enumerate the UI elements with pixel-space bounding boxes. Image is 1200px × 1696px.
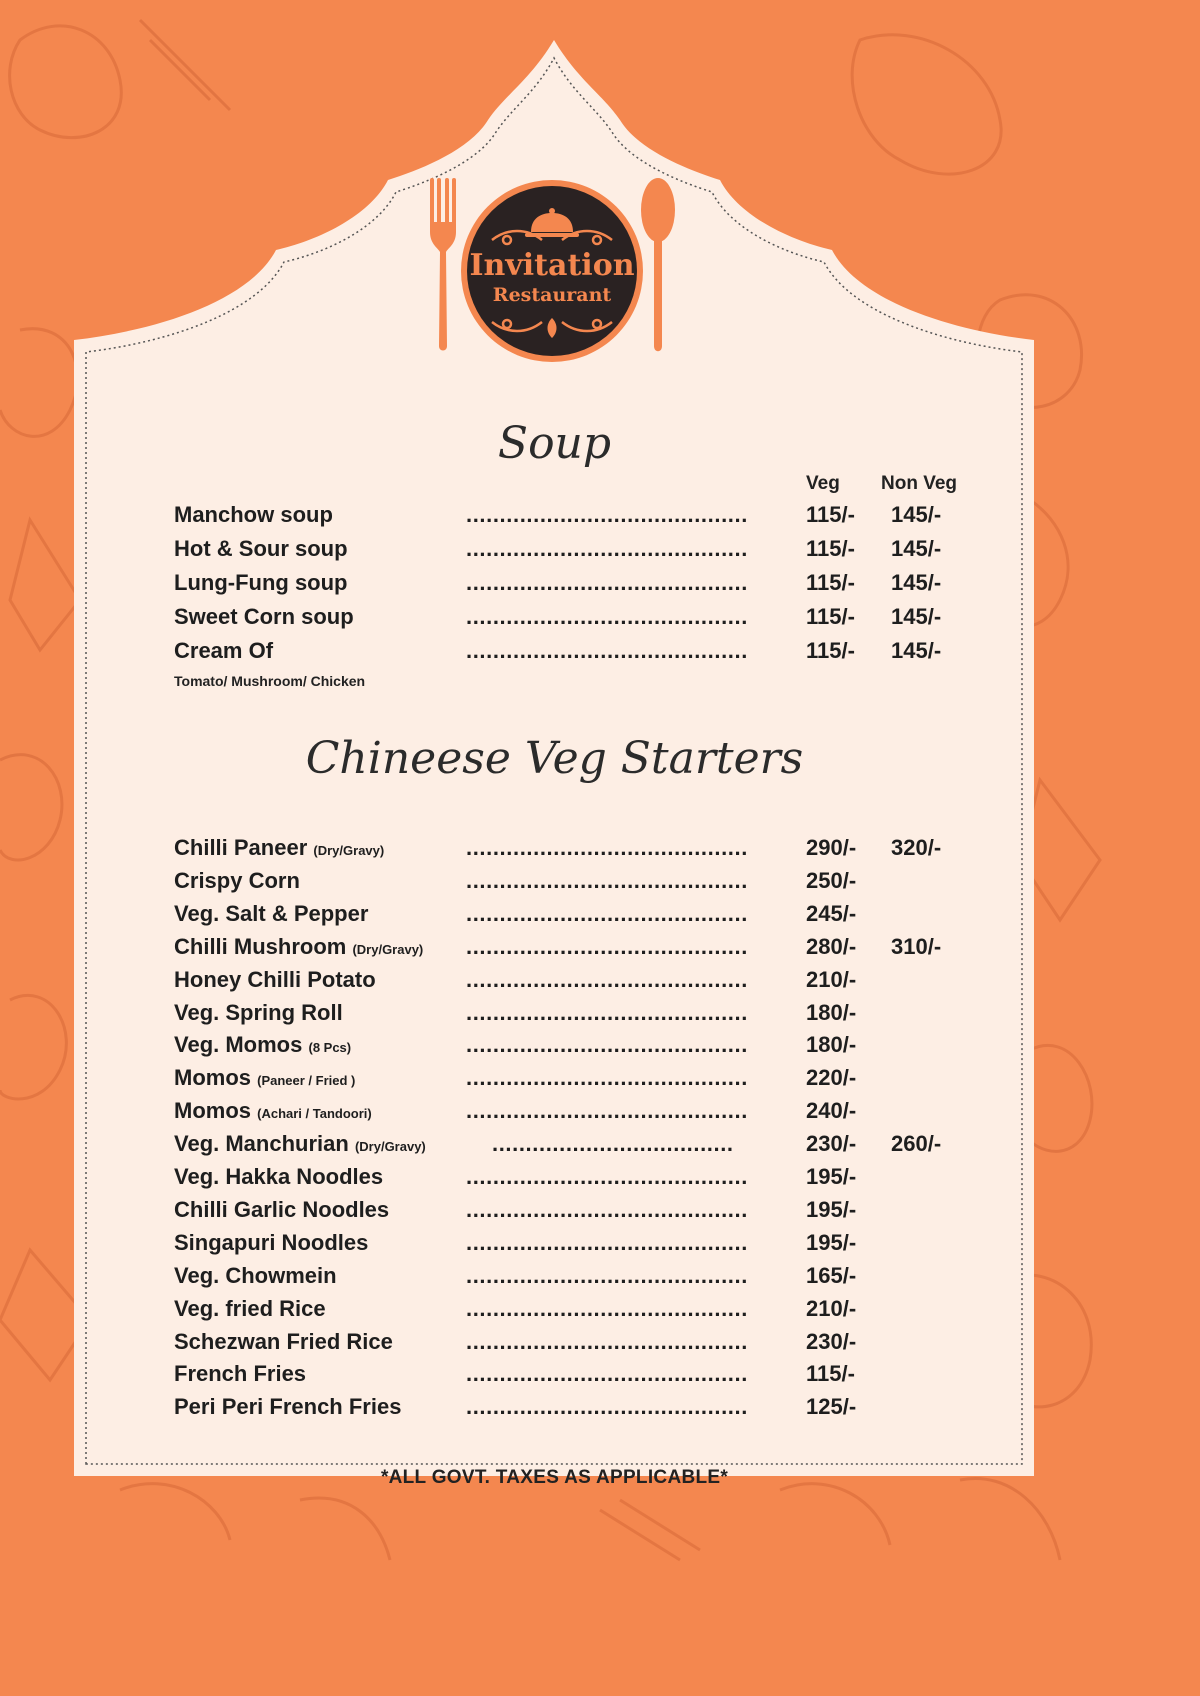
veg-price: 115/- [806, 638, 855, 663]
cream-soup-options: Tomato/ Mushroom/ Chicken [174, 673, 366, 689]
dot-leader: .......................................... [466, 570, 748, 595]
veg-price: 245/- [806, 900, 857, 926]
soup-section-title: Soup [497, 418, 612, 469]
item-name-text: Veg. Momos [174, 1032, 303, 1058]
menu-item-name [174, 502, 333, 528]
dot-leader: .......................................... [466, 999, 748, 1025]
nonveg-price: 145/- [891, 536, 942, 561]
veg-price: 195/- [806, 1164, 857, 1189]
veg-price: 115/- [806, 536, 855, 561]
dot-leader: .......................................... [466, 933, 748, 959]
item-note: (Dry/Gravy) [352, 941, 424, 957]
dot-leader: .......................................... [466, 1065, 748, 1091]
menu-item-row [174, 967, 994, 1001]
dot-leader: .......................................... [466, 1032, 748, 1058]
menu-item-name [174, 1164, 383, 1190]
item-name-text: Chilli Garlic Noodles [174, 1196, 390, 1222]
menu-item-name [174, 1394, 401, 1420]
veg-price: 195/- [806, 1229, 857, 1255]
item-name-text: Veg. fried Rice [174, 1295, 326, 1321]
menu-item-name [174, 536, 348, 562]
starters-section-title: Chineese Veg Starters [305, 733, 804, 784]
menu-item-name [174, 1032, 351, 1058]
ornament-bottom-icon [487, 314, 617, 340]
spoon-icon [640, 178, 676, 353]
dot-leader: .......................................... [466, 502, 748, 527]
menu-item-row [174, 1230, 994, 1264]
veg-price: 195/- [806, 1196, 857, 1222]
item-note: (Achari / Tandoori) [257, 1106, 372, 1122]
veg-price: 115/- [806, 570, 855, 595]
item-name-text: Chilli Paneer [174, 835, 308, 860]
menu-item-row [174, 536, 994, 570]
veg-price: 115/- [806, 1361, 855, 1387]
dot-leader: .......................................... [466, 966, 748, 992]
menu-item-row [174, 1098, 994, 1132]
veg-price: 210/- [806, 1295, 857, 1321]
veg-price: 240/- [806, 1098, 857, 1124]
menu-item-row [174, 1296, 994, 1330]
nonveg-price: 145/- [891, 604, 942, 629]
menu-item-name [174, 1296, 326, 1322]
veg-price: 165/- [806, 1262, 857, 1288]
menu-item-row [174, 1394, 994, 1428]
item-name-text: Singapuri Noodles [174, 1229, 369, 1255]
menu-item-name [174, 1000, 343, 1026]
nonveg-price: 145/- [891, 638, 942, 663]
menu-item-row [174, 570, 994, 604]
dot-leader: .......................................... [466, 835, 748, 860]
nonveg-price: 145/- [891, 502, 942, 527]
veg-column-header: Veg [806, 473, 840, 494]
item-name-text: Momos [174, 1098, 251, 1124]
menu-item-name [174, 1329, 393, 1355]
menu-item-row [174, 502, 994, 536]
item-name-text: Veg. Salt & Pepper [174, 900, 369, 926]
item-note: (8 Pcs) [308, 1040, 352, 1056]
menu-item-row [174, 934, 994, 968]
tax-footnote: *ALL GOVT. TAXES AS APPLICABLE* [380, 1467, 729, 1488]
menu-item-name [174, 901, 368, 927]
menu-item-row [174, 1131, 994, 1165]
menu-item-row [174, 1032, 994, 1066]
item-name-text: Veg. Manchurian [174, 1131, 349, 1157]
veg-price: 220/- [806, 1065, 857, 1091]
dot-leader: .......................................... [466, 900, 748, 926]
dot-leader: .......................................... [466, 867, 748, 893]
menu-item-name [174, 1065, 355, 1091]
menu-item-row [174, 1197, 994, 1231]
veg-price: 115/- [806, 604, 855, 629]
veg-price: 180/- [806, 999, 857, 1025]
veg-price: 125/- [806, 1394, 857, 1420]
menu-item-name [174, 570, 348, 596]
item-name-text: Veg. Chowmein [174, 1262, 337, 1288]
dot-leader: .......................................... [466, 1098, 748, 1124]
menu-item-name [174, 1131, 426, 1157]
item-name-text: Cream Of [174, 638, 274, 663]
item-name-text: Schezwan Fried Rice [174, 1328, 393, 1354]
item-note: (Dry/Gravy) [313, 843, 385, 858]
veg-price: 180/- [806, 1032, 857, 1058]
dot-leader: .......................................... [466, 1295, 748, 1321]
nonveg-price: 310/- [891, 933, 942, 959]
item-name-text: Momos [174, 1065, 251, 1091]
dot-leader: .......................................... [466, 1361, 748, 1387]
item-name-text: Lung-Fung soup [174, 570, 348, 595]
item-name-text: Manchow soup [174, 502, 333, 527]
dot-leader: .................................... [492, 1131, 734, 1157]
item-name-text: Sweet Corn soup [174, 604, 354, 629]
veg-price: 115/- [806, 502, 855, 527]
menu-item-name [174, 1263, 337, 1289]
brand-title: Invitation [469, 248, 635, 283]
veg-price: 230/- [806, 1131, 857, 1157]
menu-item-name [174, 967, 376, 993]
menu-item-name [174, 868, 300, 894]
dot-leader: .......................................... [466, 604, 748, 629]
menu-item-row [174, 1361, 994, 1395]
nonveg-column-header: Non Veg [881, 473, 958, 494]
menu-item-name [174, 604, 354, 630]
item-note: (Paneer / Fried ) [257, 1073, 356, 1089]
menu-item-name [174, 934, 423, 960]
menu-item-row [174, 835, 994, 869]
menu-item-row [174, 1164, 994, 1198]
item-name-text: Hot & Sour soup [174, 536, 348, 561]
menu-item-row [174, 1065, 994, 1099]
nonveg-price: 260/- [891, 1131, 942, 1157]
menu-item-name [174, 1197, 389, 1223]
veg-price: 280/- [806, 933, 857, 959]
item-name-text: Honey Chilli Potato [174, 966, 376, 992]
restaurant-logo [461, 180, 643, 362]
fork-icon [428, 178, 458, 353]
veg-price: 230/- [806, 1328, 857, 1354]
menu-item-row [174, 638, 994, 672]
dot-leader: .......................................... [466, 1394, 748, 1420]
dot-leader: .......................................... [466, 638, 748, 663]
dot-leader: .......................................... [466, 1196, 748, 1222]
dot-leader: .......................................... [466, 1328, 748, 1354]
menu-item-name [174, 835, 384, 861]
menu-item-row [174, 868, 994, 902]
item-name-text: Crispy Corn [174, 867, 300, 893]
nonveg-price: 320/- [891, 835, 942, 860]
dot-leader: .......................................... [466, 536, 748, 561]
item-note: (Dry/Gravy) [354, 1139, 426, 1155]
dot-leader: .......................................... [466, 1229, 748, 1255]
item-name-text: Chilli Mushroom [174, 933, 347, 959]
veg-price: 290/- [806, 835, 857, 860]
menu-item-name [174, 1230, 368, 1256]
veg-price: 210/- [806, 966, 857, 992]
menu-item-row [174, 604, 994, 638]
menu-item-name [174, 1361, 306, 1387]
menu-item-name [174, 638, 273, 664]
item-name-text: Veg. Hakka Noodles [174, 1164, 384, 1189]
dot-leader: .......................................... [466, 1262, 748, 1288]
menu-item-row [174, 1263, 994, 1297]
veg-price: 250/- [806, 867, 857, 893]
menu-item-row [174, 1329, 994, 1363]
item-name-text: French Fries [174, 1361, 307, 1387]
menu-item-name [174, 1098, 372, 1124]
nonveg-price: 145/- [891, 570, 942, 595]
brand-subtitle: Restaurant [492, 284, 612, 306]
item-name-text: Peri Peri French Fries [174, 1394, 402, 1420]
item-name-text: Veg. Spring Roll [174, 999, 343, 1025]
menu-item-row [174, 901, 994, 935]
dot-leader: .......................................... [466, 1164, 748, 1189]
menu-item-row [174, 1000, 994, 1034]
